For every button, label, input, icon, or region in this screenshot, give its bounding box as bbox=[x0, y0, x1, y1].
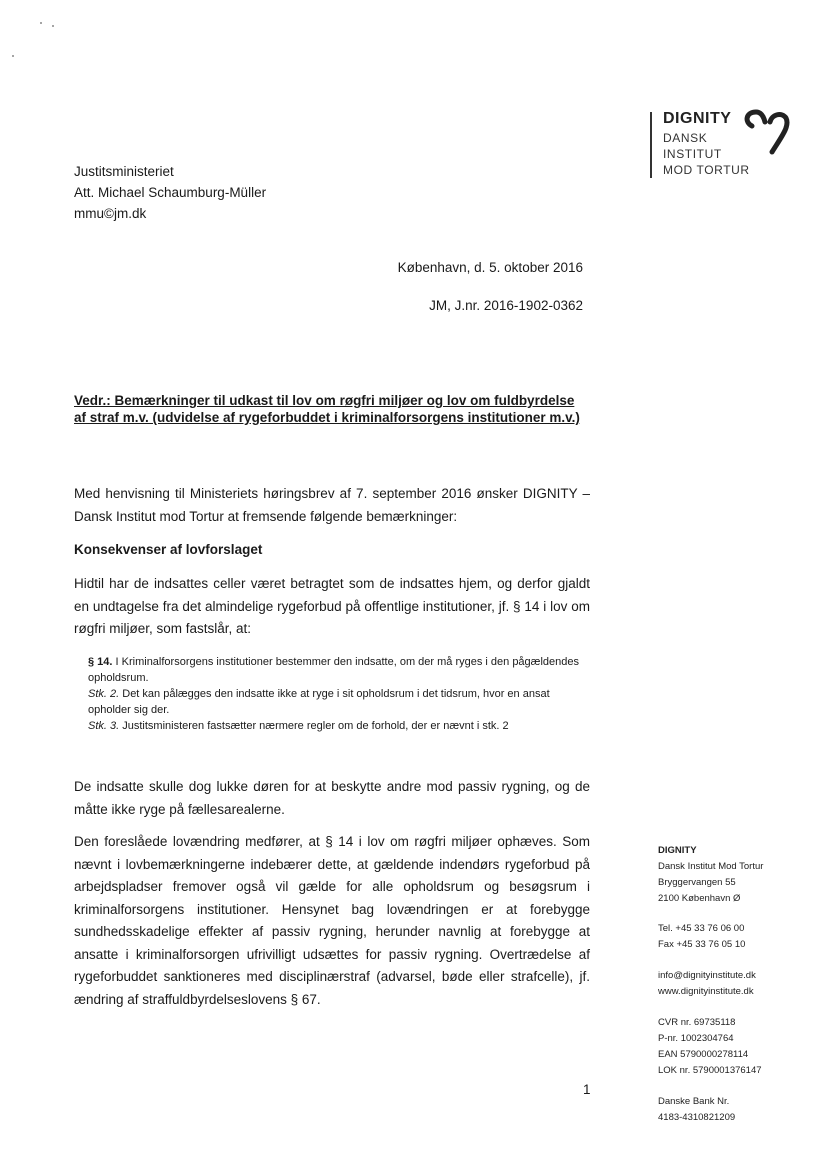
intro-paragraph: Med henvisning til Ministeriets høringsbrev af 7. september 2016 ønsker DIGNITY – Dansk Institut mod Tortur at fremsende følgende bemærkninger: bbox=[74, 486, 590, 524]
quote-paragraph-1 bbox=[88, 654, 588, 686]
logo-brand: DIGNITY bbox=[663, 110, 732, 127]
sidebar-ean: EAN 5790000278114 bbox=[658, 1049, 749, 1060]
quote-text-2: Det kan pålægges den indsatte ikke at ryge i sit opholdsrum i det tidsrum, hvor en ansat opholder sig der. bbox=[88, 688, 550, 716]
heart-logo-icon bbox=[742, 108, 792, 164]
dignity-logo bbox=[650, 108, 800, 180]
reference-line: JM, J.nr. 2016-1902-0362 bbox=[429, 298, 583, 313]
date-line: København, d. 5. oktober 2016 bbox=[397, 260, 583, 275]
sidebar-street: Bryggervangen 55 bbox=[658, 877, 736, 888]
sidebar-org: DIGNITY bbox=[658, 845, 697, 856]
sidebar-tel: Tel. +45 33 76 06 00 bbox=[658, 923, 745, 934]
quote-label-2: Stk. 2. bbox=[88, 688, 120, 700]
sidebar-pnr: P-nr. 1002304764 bbox=[658, 1033, 734, 1044]
logo-line-1: DANSK bbox=[663, 131, 708, 145]
page-number: 1 bbox=[583, 1082, 591, 1097]
scan-speck bbox=[52, 25, 54, 27]
paragraph-2: De indsatte skulle dog lukke døren for at beskytte andre mod passiv rygning, og de måtte ikke ryge på fællesarealerne. bbox=[74, 779, 590, 817]
section-heading: Konsekvenser af lovforslaget bbox=[74, 542, 263, 557]
subject-line-2: af straf m.v. (udvidelse af rygeforbuddet i kriminalforsorgens institutioner m.v.) bbox=[74, 410, 580, 425]
sidebar-contact bbox=[658, 843, 763, 907]
logo-line-2: INSTITUT bbox=[663, 147, 722, 161]
paragraph-1: Hidtil har de indsattes celler været betragtet som de indsattes hjem, og derfor gjaldt en undtagelse fra det almindelige rygeforbud på offentlige institutioner, jf. § 14 i lov om røgfri miljøer, som fastslår, at: bbox=[74, 576, 590, 636]
sidebar-bank bbox=[658, 1094, 735, 1126]
logo-bar bbox=[650, 112, 652, 178]
sidebar-bank-name: Danske Bank Nr. bbox=[658, 1096, 730, 1107]
sidebar-lok: LOK nr. 5790001376147 bbox=[658, 1065, 762, 1076]
recipient-name: Justitsministeriet bbox=[74, 164, 174, 179]
sidebar-city: 2100 København Ø bbox=[658, 893, 741, 904]
quote-text-3: Justitsministeren fastsætter nærmere regler om de forhold, der er nævnt i stk. 2 bbox=[119, 720, 509, 732]
quote-paragraph-2 bbox=[88, 686, 588, 718]
sidebar-email: info@dignityinstitute.dk bbox=[658, 970, 756, 981]
sidebar-org-full: Dansk Institut Mod Tortur bbox=[658, 861, 764, 872]
recipient-email: mmu©jm.dk bbox=[74, 206, 147, 221]
scan-speck bbox=[12, 55, 14, 57]
sidebar-web bbox=[658, 968, 756, 1000]
quote-text-1: I Kriminalforsorgens institutioner bestemmer den indsatte, om der må ryges i den pågældendes opholdsrum. bbox=[88, 656, 579, 684]
logo-line-3: MOD TORTUR bbox=[663, 163, 750, 177]
quote-label-1: § 14. bbox=[88, 656, 113, 668]
subject-line-1: Vedr.: Bemærkninger til udkast til lov om røgfri miljøer og lov om fuldbyrdelse bbox=[74, 393, 575, 408]
quote-label-3: Stk. 3. bbox=[88, 720, 120, 732]
sidebar-fax: Fax +45 33 76 05 10 bbox=[658, 939, 746, 950]
quote-paragraph-3 bbox=[88, 718, 588, 734]
sidebar-ids bbox=[658, 1015, 762, 1079]
scan-speck bbox=[40, 22, 42, 24]
paragraph-3: Den foreslåede lovændring medfører, at § 14 i lov om røgfri miljøer ophæves. Som nævnt i lovbemærkningerne indebærer dette, at gældende indendørs rygeforbud på arbejdspladser fremover også vil gælde for alle opholdsrum og besøgsrum i kriminalforsorgens institutioner. Hensynet bag lovændringen er at forebygge sundhedsskadelige effekter af passiv rygning, herunder navnlig at forebygge at ansatte i kriminalforsorgen ufrivilligt udsættes for passiv rygning. Overtrædelse af rygeforbuddet sanktioneres med disciplinærstraf (advarsel, bøde eller strafcelle), jf. ændring af straffuldbyrdelseslovens § 67. bbox=[74, 834, 590, 1007]
law-quote bbox=[88, 654, 588, 734]
recipient-attention: Att. Michael Schaumburg-Müller bbox=[74, 185, 267, 200]
sidebar-cvr: CVR nr. 69735118 bbox=[658, 1017, 736, 1028]
sidebar-website: www.dignityinstitute.dk bbox=[658, 986, 754, 997]
sidebar-phone bbox=[658, 921, 745, 953]
sidebar-bank-account: 4183-4310821209 bbox=[658, 1112, 736, 1123]
